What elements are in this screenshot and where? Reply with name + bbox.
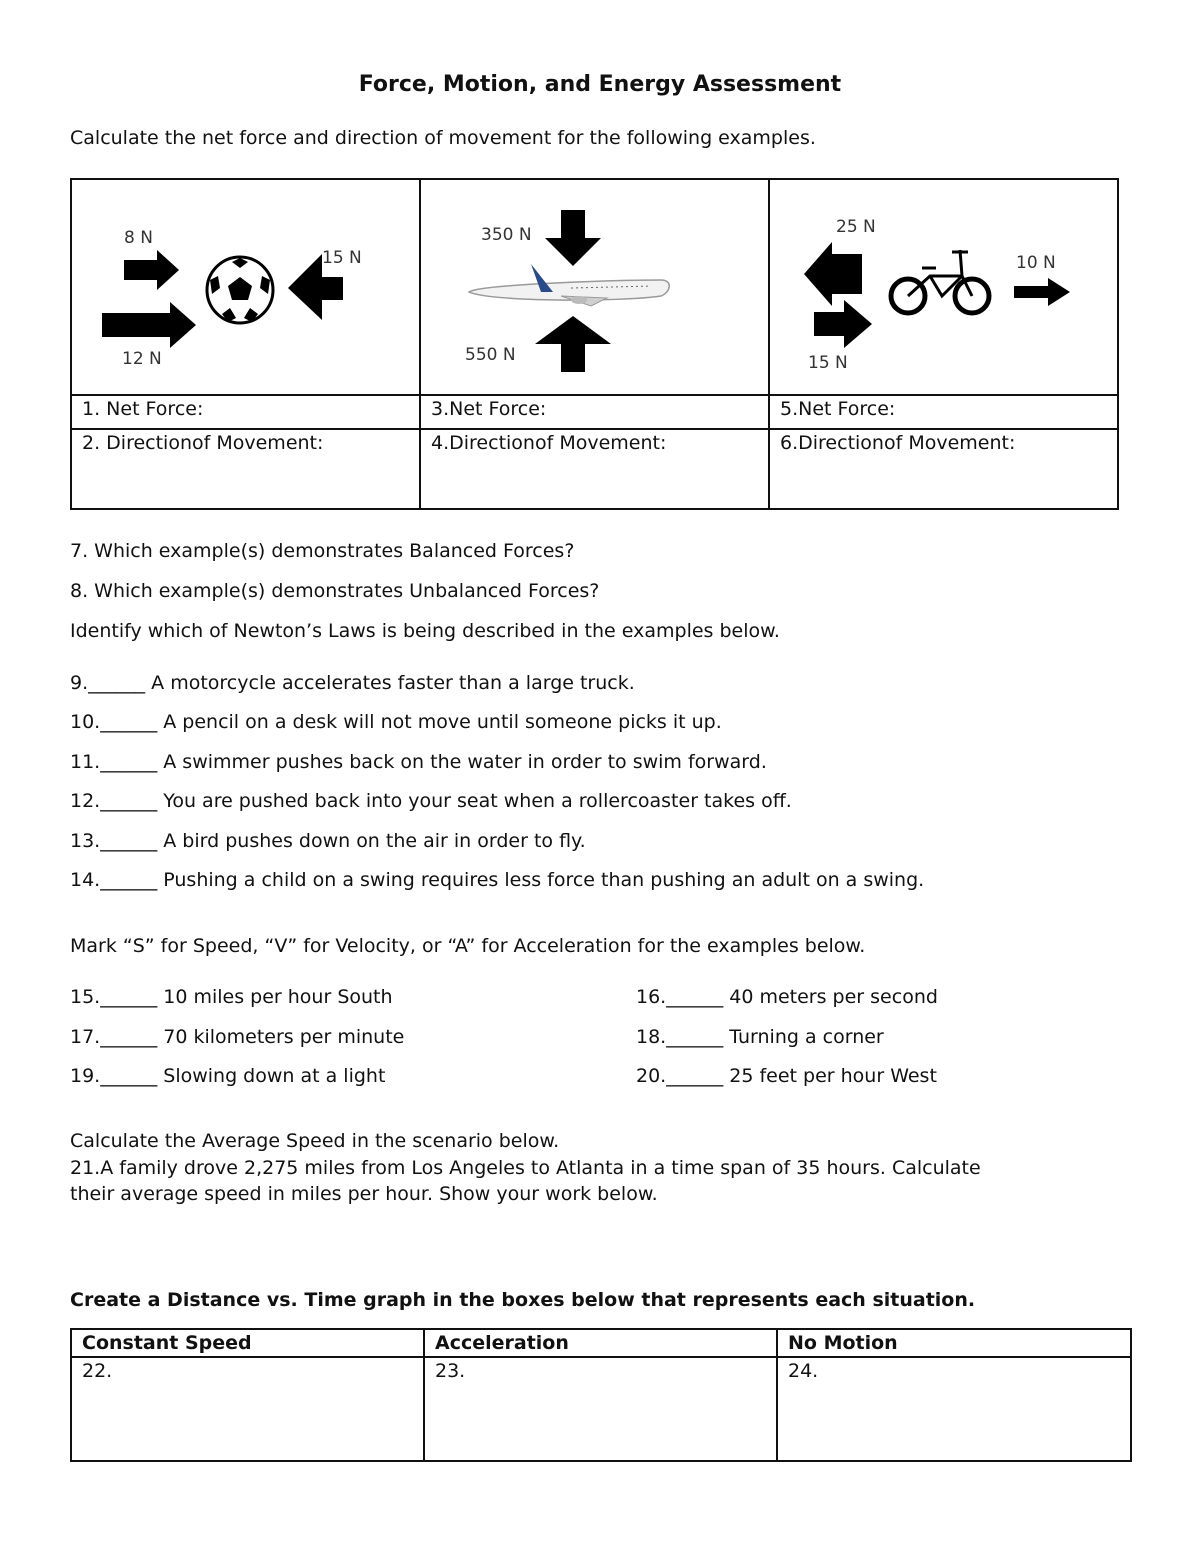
graph-header-no-motion: No Motion [777,1329,1131,1357]
bicycle-icon [891,250,989,313]
soccer-ball-figure [71,179,420,395]
force-label: 350 N [481,225,532,245]
answer-cell[interactable] [71,429,420,509]
graph-number: 24. [788,1360,819,1382]
arrow-right-icon [1014,278,1070,306]
answer-cell[interactable] [71,395,420,429]
airplane-diagram [421,180,766,394]
direction-label: 4.Directionof Movement: [431,432,667,454]
graph-box[interactable] [71,1357,424,1461]
newton-item: 9.______ A motorcycle accelerates faster than a large truck. [70,672,635,694]
graph-table [70,1328,1132,1462]
newton-intro: Identify which of Newton’s Laws is being described in the examples below. [70,620,780,642]
newton-item: 14.______ Pushing a child on a swing requires less force than pushing an adult on a swing. [70,869,925,891]
airplane-icon [469,264,669,306]
direction-label: 2. Directionof Movement: [82,432,324,454]
arrow-right-icon [102,302,196,348]
question-21-line1: 21.A family drove 2,275 miles from Los Angeles to Atlanta in a time span of 35 hours. Calculate [70,1157,981,1179]
net-force-label: 5.Net Force: [780,398,896,420]
bicycle-diagram [770,180,1115,394]
soccer-ball-icon [207,257,273,323]
arrow-left-icon [804,242,862,306]
bicycle-figure [769,179,1118,395]
arrow-right-icon [814,300,872,348]
arrow-up-icon [535,316,611,372]
sva-item: 16.______ 40 meters per second [636,986,938,1008]
airplane-figure [420,179,769,395]
sva-item: 17.______ 70 kilometers per minute [70,1026,405,1048]
soccer-ball-diagram [72,180,417,394]
force-label: 15 N [808,353,848,373]
graph-number: 22. [82,1360,113,1382]
force-label: 25 N [836,217,876,237]
avg-speed-intro: Calculate the Average Speed in the scenario below. [70,1130,560,1152]
direction-label: 6.Directionof Movement: [780,432,1016,454]
force-table [70,178,1119,510]
sva-item: 18.______ Turning a corner [636,1026,884,1048]
answer-cell[interactable] [420,395,769,429]
newton-item: 13.______ A bird pushes down on the air in order to fly. [70,830,586,852]
question-7: 7. Which example(s) demonstrates Balanced Forces? [70,540,575,562]
intro-text: Calculate the net force and direction of movement for the following examples. [70,127,816,149]
graph-header-acceleration: Acceleration [424,1329,777,1357]
sva-item: 19.______ Slowing down at a light [70,1065,386,1087]
force-label: 8 N [124,228,153,248]
graph-heading: Create a Distance vs. Time graph in the boxes below that represents each situation. [70,1289,976,1311]
newton-item: 12.______ You are pushed back into your seat when a rollercoaster takes off. [70,790,792,812]
sva-item: 20.______ 25 feet per hour West [636,1065,937,1087]
force-label: 10 N [1016,253,1056,273]
force-label: 15 N [322,248,362,268]
newton-item: 11.______ A swimmer pushes back on the water in order to swim forward. [70,751,767,773]
graph-header-constant-speed: Constant Speed [71,1329,424,1357]
sva-item: 15.______ 10 miles per hour South [70,986,393,1008]
page-title: Force, Motion, and Energy Assessment [358,72,842,97]
graph-number: 23. [435,1360,466,1382]
question-21-line2: their average speed in miles per hour. Show your work below. [70,1183,658,1205]
net-force-label: 1. Net Force: [82,398,204,420]
newton-item: 10.______ A pencil on a desk will not move until someone picks it up. [70,711,722,733]
answer-cell[interactable] [769,395,1118,429]
sva-intro: Mark “S” for Speed, “V” for Velocity, or “A” for Acceleration for the examples below. [70,935,866,957]
net-force-label: 3.Net Force: [431,398,547,420]
graph-box[interactable] [424,1357,777,1461]
arrow-down-icon [545,210,601,266]
force-label: 550 N [465,345,516,365]
answer-cell[interactable] [420,429,769,509]
arrow-right-icon [124,250,179,290]
graph-box[interactable] [777,1357,1131,1461]
question-8: 8. Which example(s) demonstrates Unbalanced Forces? [70,580,600,602]
force-label: 12 N [122,349,162,369]
answer-cell[interactable] [769,429,1118,509]
